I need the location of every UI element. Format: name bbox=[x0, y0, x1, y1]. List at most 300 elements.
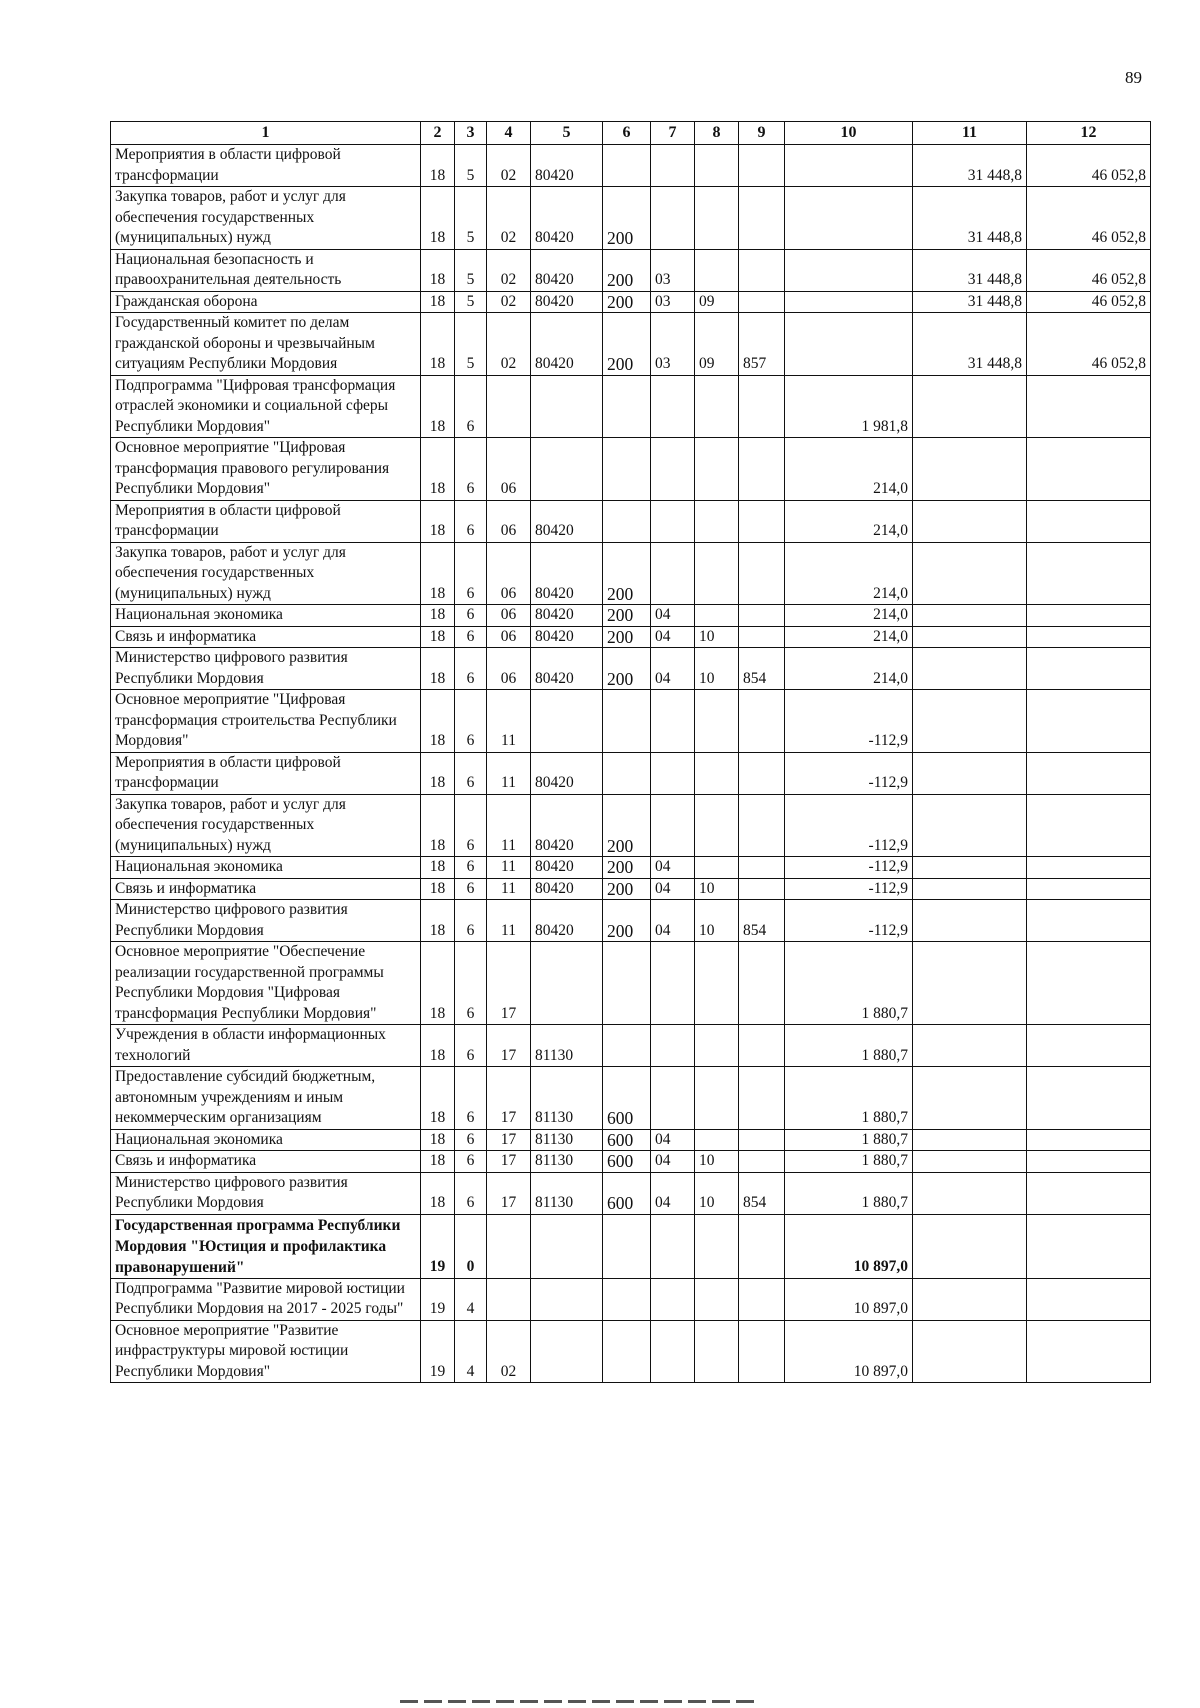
row-cell-c12: 46 052,8 bbox=[1027, 249, 1151, 291]
row-cell-c12: 46 052,8 bbox=[1027, 187, 1151, 250]
row-cell-c7 bbox=[651, 794, 695, 857]
row-cell-c2: 18 bbox=[421, 438, 455, 501]
row-cell-c12 bbox=[1027, 1320, 1151, 1383]
row-cell-c3: 6 bbox=[455, 1067, 487, 1130]
row-cell-c5 bbox=[531, 942, 603, 1025]
table-row bbox=[111, 1129, 1151, 1151]
row-cell-c12 bbox=[1027, 1151, 1151, 1173]
row-cell-c7 bbox=[651, 187, 695, 250]
row-cell-c8 bbox=[695, 690, 739, 753]
row-cell-c9 bbox=[739, 1129, 785, 1151]
table-header-row bbox=[111, 122, 1151, 145]
row-cell-c6: 200 bbox=[603, 542, 651, 605]
table-row bbox=[111, 1320, 1151, 1383]
row-cell-c8: 09 bbox=[695, 313, 739, 376]
row-name-cell: Министерство цифрового развития Республики Мордовия bbox=[111, 900, 421, 942]
row-cell-c2: 18 bbox=[421, 1151, 455, 1173]
row-cell-c2: 18 bbox=[421, 1067, 455, 1130]
row-cell-c5: 80420 bbox=[531, 626, 603, 648]
table-row bbox=[111, 291, 1151, 313]
row-cell-c4: 06 bbox=[487, 500, 531, 542]
row-cell-c7: 04 bbox=[651, 605, 695, 627]
row-cell-c6: 200 bbox=[603, 249, 651, 291]
row-cell-c2: 18 bbox=[421, 752, 455, 794]
row-cell-c11 bbox=[913, 1214, 1027, 1278]
row-cell-c3: 6 bbox=[455, 878, 487, 900]
row-cell-c7: 04 bbox=[651, 857, 695, 879]
column-header: 9 bbox=[739, 122, 785, 145]
row-cell-c4: 17 bbox=[487, 1151, 531, 1173]
row-cell-c10: 214,0 bbox=[785, 542, 913, 605]
row-cell-c10 bbox=[785, 313, 913, 376]
row-cell-c7: 04 bbox=[651, 626, 695, 648]
row-cell-c10 bbox=[785, 249, 913, 291]
row-cell-c4: 06 bbox=[487, 605, 531, 627]
row-name-cell: Связь и информатика bbox=[111, 878, 421, 900]
column-header: 1 bbox=[111, 122, 421, 145]
row-cell-c9: 854 bbox=[739, 648, 785, 690]
row-cell-c3: 6 bbox=[455, 942, 487, 1025]
row-cell-c11 bbox=[913, 500, 1027, 542]
row-cell-c7 bbox=[651, 1278, 695, 1320]
row-cell-c12: 46 052,8 bbox=[1027, 291, 1151, 313]
row-cell-c3: 6 bbox=[455, 648, 487, 690]
row-cell-c5: 80420 bbox=[531, 291, 603, 313]
row-cell-c9 bbox=[739, 878, 785, 900]
row-cell-c3: 6 bbox=[455, 1151, 487, 1173]
row-cell-c10: -112,9 bbox=[785, 794, 913, 857]
row-cell-c6 bbox=[603, 1320, 651, 1383]
row-cell-c8 bbox=[695, 542, 739, 605]
row-cell-c3: 6 bbox=[455, 1025, 487, 1067]
row-name-cell: Связь и информатика bbox=[111, 626, 421, 648]
row-cell-c11 bbox=[913, 794, 1027, 857]
row-cell-c7: 03 bbox=[651, 249, 695, 291]
row-cell-c6: 600 bbox=[603, 1067, 651, 1130]
table-row bbox=[111, 626, 1151, 648]
row-cell-c8 bbox=[695, 1067, 739, 1130]
row-cell-c6 bbox=[603, 438, 651, 501]
row-cell-c12 bbox=[1027, 690, 1151, 753]
row-cell-c3: 4 bbox=[455, 1320, 487, 1383]
table-row bbox=[111, 857, 1151, 879]
row-cell-c5: 80420 bbox=[531, 605, 603, 627]
row-cell-c11 bbox=[913, 1025, 1027, 1067]
row-name-cell: Подпрограмма "Цифровая трансформация отраслей экономики и социальной сферы Республики Мордовия" bbox=[111, 375, 421, 438]
row-cell-c5: 80420 bbox=[531, 878, 603, 900]
row-cell-c8: 10 bbox=[695, 1172, 739, 1214]
row-cell-c8 bbox=[695, 249, 739, 291]
row-cell-c5: 80420 bbox=[531, 500, 603, 542]
row-name-cell: Государственный комитет по делам гражданской обороны и чрезвычайным ситуациям Республики Мордовия bbox=[111, 313, 421, 376]
column-header: 11 bbox=[913, 122, 1027, 145]
row-cell-c9 bbox=[739, 500, 785, 542]
row-cell-c12: 46 052,8 bbox=[1027, 145, 1151, 187]
row-cell-c2: 18 bbox=[421, 542, 455, 605]
row-cell-c5: 81130 bbox=[531, 1025, 603, 1067]
table-row bbox=[111, 187, 1151, 250]
row-cell-c11 bbox=[913, 1129, 1027, 1151]
row-name-cell: Предоставление субсидий бюджетным, автономным учреждениям и иным некоммерческим организациям bbox=[111, 1067, 421, 1130]
row-cell-c4: 17 bbox=[487, 1129, 531, 1151]
row-cell-c3: 6 bbox=[455, 857, 487, 879]
row-cell-c2: 18 bbox=[421, 690, 455, 753]
row-cell-c11 bbox=[913, 1067, 1027, 1130]
row-cell-c11 bbox=[913, 605, 1027, 627]
row-cell-c11 bbox=[913, 626, 1027, 648]
row-cell-c6: 200 bbox=[603, 878, 651, 900]
row-cell-c2: 19 bbox=[421, 1278, 455, 1320]
row-cell-c8 bbox=[695, 1129, 739, 1151]
row-cell-c9 bbox=[739, 1320, 785, 1383]
row-cell-c3: 6 bbox=[455, 438, 487, 501]
column-header: 10 bbox=[785, 122, 913, 145]
scan-footer-mark bbox=[400, 1700, 760, 1703]
row-cell-c11: 31 448,8 bbox=[913, 187, 1027, 250]
row-cell-c12 bbox=[1027, 375, 1151, 438]
row-cell-c7: 04 bbox=[651, 1129, 695, 1151]
row-cell-c5 bbox=[531, 690, 603, 753]
row-cell-c2: 19 bbox=[421, 1320, 455, 1383]
row-cell-c7: 04 bbox=[651, 1172, 695, 1214]
row-cell-c11: 31 448,8 bbox=[913, 145, 1027, 187]
row-name-cell: Основное мероприятие "Обеспечение реализации государственной программы Республики Мордовия "Цифровая трансформация Республики Мордовия" bbox=[111, 942, 421, 1025]
row-cell-c4: 17 bbox=[487, 1172, 531, 1214]
row-cell-c5: 80420 bbox=[531, 542, 603, 605]
row-cell-c2: 18 bbox=[421, 900, 455, 942]
row-cell-c11 bbox=[913, 1320, 1027, 1383]
table-row bbox=[111, 878, 1151, 900]
row-cell-c6: 200 bbox=[603, 605, 651, 627]
row-cell-c2: 18 bbox=[421, 1025, 455, 1067]
row-cell-c3: 6 bbox=[455, 500, 487, 542]
row-cell-c5: 80420 bbox=[531, 794, 603, 857]
row-cell-c11 bbox=[913, 942, 1027, 1025]
row-cell-c9 bbox=[739, 690, 785, 753]
row-cell-c6 bbox=[603, 1214, 651, 1278]
row-cell-c8: 10 bbox=[695, 1151, 739, 1173]
row-cell-c4: 17 bbox=[487, 942, 531, 1025]
row-cell-c10: 1 880,7 bbox=[785, 1151, 913, 1173]
row-cell-c3: 0 bbox=[455, 1214, 487, 1278]
row-cell-c10: -112,9 bbox=[785, 900, 913, 942]
row-cell-c7: 04 bbox=[651, 878, 695, 900]
row-cell-c3: 5 bbox=[455, 187, 487, 250]
column-header: 4 bbox=[487, 122, 531, 145]
row-cell-c8: 09 bbox=[695, 291, 739, 313]
row-cell-c12 bbox=[1027, 500, 1151, 542]
row-cell-c2: 18 bbox=[421, 291, 455, 313]
row-cell-c2: 19 bbox=[421, 1214, 455, 1278]
row-cell-c10: -112,9 bbox=[785, 857, 913, 879]
row-cell-c9 bbox=[739, 857, 785, 879]
table-row bbox=[111, 542, 1151, 605]
row-cell-c4: 02 bbox=[487, 1320, 531, 1383]
row-cell-c6 bbox=[603, 752, 651, 794]
row-cell-c5: 80420 bbox=[531, 249, 603, 291]
row-name-cell: Министерство цифрового развития Республики Мордовия bbox=[111, 648, 421, 690]
row-cell-c9: 854 bbox=[739, 1172, 785, 1214]
row-cell-c8 bbox=[695, 145, 739, 187]
row-cell-c12 bbox=[1027, 857, 1151, 879]
row-cell-c9: 857 bbox=[739, 313, 785, 376]
row-cell-c12 bbox=[1027, 1129, 1151, 1151]
row-cell-c12 bbox=[1027, 878, 1151, 900]
row-cell-c3: 6 bbox=[455, 690, 487, 753]
column-header: 5 bbox=[531, 122, 603, 145]
row-cell-c8: 10 bbox=[695, 648, 739, 690]
row-cell-c11 bbox=[913, 878, 1027, 900]
row-cell-c9 bbox=[739, 1278, 785, 1320]
table-row bbox=[111, 900, 1151, 942]
row-cell-c4: 02 bbox=[487, 145, 531, 187]
table-row bbox=[111, 145, 1151, 187]
row-cell-c12 bbox=[1027, 1172, 1151, 1214]
row-name-cell: Подпрограмма "Развитие мировой юстиции Республики Мордовия на 2017 - 2025 годы" bbox=[111, 1278, 421, 1320]
row-cell-c3: 6 bbox=[455, 1172, 487, 1214]
row-cell-c8: 10 bbox=[695, 900, 739, 942]
table-row bbox=[111, 1151, 1151, 1173]
row-cell-c9 bbox=[739, 291, 785, 313]
row-cell-c6: 200 bbox=[603, 313, 651, 376]
row-cell-c8 bbox=[695, 1214, 739, 1278]
row-cell-c10: 214,0 bbox=[785, 500, 913, 542]
row-cell-c4 bbox=[487, 1214, 531, 1278]
row-cell-c6 bbox=[603, 942, 651, 1025]
row-cell-c3: 6 bbox=[455, 752, 487, 794]
row-cell-c9 bbox=[739, 249, 785, 291]
row-cell-c8: 10 bbox=[695, 878, 739, 900]
row-cell-c6 bbox=[603, 1025, 651, 1067]
row-name-cell: Основное мероприятие "Цифровая трансформация строительства Республики Мордовия" bbox=[111, 690, 421, 753]
row-cell-c11 bbox=[913, 1278, 1027, 1320]
row-cell-c2: 18 bbox=[421, 1172, 455, 1214]
row-cell-c5: 81130 bbox=[531, 1129, 603, 1151]
row-cell-c7 bbox=[651, 438, 695, 501]
row-name-cell: Мероприятия в области цифровой трансформации bbox=[111, 145, 421, 187]
row-cell-c8 bbox=[695, 375, 739, 438]
row-cell-c9 bbox=[739, 752, 785, 794]
row-cell-c8 bbox=[695, 1278, 739, 1320]
row-cell-c7: 03 bbox=[651, 313, 695, 376]
row-cell-c11 bbox=[913, 752, 1027, 794]
row-cell-c3: 5 bbox=[455, 313, 487, 376]
row-cell-c8 bbox=[695, 857, 739, 879]
row-cell-c4: 11 bbox=[487, 900, 531, 942]
row-cell-c10: -112,9 bbox=[785, 878, 913, 900]
row-cell-c10 bbox=[785, 145, 913, 187]
row-cell-c8 bbox=[695, 605, 739, 627]
row-cell-c5 bbox=[531, 1278, 603, 1320]
row-cell-c3: 6 bbox=[455, 605, 487, 627]
row-cell-c10: 214,0 bbox=[785, 605, 913, 627]
column-header: 8 bbox=[695, 122, 739, 145]
row-cell-c9 bbox=[739, 542, 785, 605]
row-cell-c5: 80420 bbox=[531, 900, 603, 942]
row-cell-c9 bbox=[739, 1067, 785, 1130]
row-cell-c9 bbox=[739, 1025, 785, 1067]
row-cell-c7 bbox=[651, 1067, 695, 1130]
row-cell-c3: 6 bbox=[455, 1129, 487, 1151]
row-cell-c6: 200 bbox=[603, 626, 651, 648]
row-cell-c7: 04 bbox=[651, 648, 695, 690]
row-cell-c7: 03 bbox=[651, 291, 695, 313]
row-cell-c11 bbox=[913, 900, 1027, 942]
row-cell-c11 bbox=[913, 648, 1027, 690]
row-cell-c3: 6 bbox=[455, 375, 487, 438]
row-cell-c2: 18 bbox=[421, 187, 455, 250]
row-cell-c10: 10 897,0 bbox=[785, 1320, 913, 1383]
row-name-cell: Национальная экономика bbox=[111, 1129, 421, 1151]
row-cell-c11 bbox=[913, 690, 1027, 753]
row-cell-c2: 18 bbox=[421, 145, 455, 187]
row-name-cell: Государственная программа Республики Мордовия "Юстиция и профилактика правонарушений" bbox=[111, 1214, 421, 1278]
row-cell-c9 bbox=[739, 187, 785, 250]
table-body bbox=[111, 145, 1151, 1383]
table-row bbox=[111, 438, 1151, 501]
row-cell-c8 bbox=[695, 794, 739, 857]
row-cell-c12 bbox=[1027, 1025, 1151, 1067]
row-cell-c10: 10 897,0 bbox=[785, 1278, 913, 1320]
row-cell-c8 bbox=[695, 438, 739, 501]
row-cell-c7 bbox=[651, 1025, 695, 1067]
row-cell-c4: 02 bbox=[487, 291, 531, 313]
row-cell-c6: 200 bbox=[603, 794, 651, 857]
row-cell-c10: -112,9 bbox=[785, 690, 913, 753]
row-cell-c2: 18 bbox=[421, 1129, 455, 1151]
row-cell-c11 bbox=[913, 1151, 1027, 1173]
row-cell-c10: 10 897,0 bbox=[785, 1214, 913, 1278]
table-row bbox=[111, 313, 1151, 376]
row-cell-c11: 31 448,8 bbox=[913, 291, 1027, 313]
table-row bbox=[111, 752, 1151, 794]
table-row bbox=[111, 1172, 1151, 1214]
page-number: 89 bbox=[1125, 68, 1142, 87]
row-cell-c10: 1 880,7 bbox=[785, 1025, 913, 1067]
column-header: 6 bbox=[603, 122, 651, 145]
row-cell-c6: 600 bbox=[603, 1129, 651, 1151]
row-cell-c10: 1 880,7 bbox=[785, 1129, 913, 1151]
row-cell-c5: 80420 bbox=[531, 313, 603, 376]
row-cell-c12 bbox=[1027, 752, 1151, 794]
column-header: 12 bbox=[1027, 122, 1151, 145]
row-cell-c9: 854 bbox=[739, 900, 785, 942]
row-name-cell: Национальная экономика bbox=[111, 605, 421, 627]
row-cell-c2: 18 bbox=[421, 857, 455, 879]
row-cell-c11: 31 448,8 bbox=[913, 249, 1027, 291]
row-cell-c4: 06 bbox=[487, 626, 531, 648]
row-name-cell: Национальная экономика bbox=[111, 857, 421, 879]
row-cell-c5 bbox=[531, 438, 603, 501]
column-header: 7 bbox=[651, 122, 695, 145]
row-cell-c3: 6 bbox=[455, 794, 487, 857]
row-cell-c3: 4 bbox=[455, 1278, 487, 1320]
row-cell-c9 bbox=[739, 1214, 785, 1278]
row-cell-c8 bbox=[695, 752, 739, 794]
row-cell-c10 bbox=[785, 187, 913, 250]
row-cell-c9 bbox=[739, 375, 785, 438]
row-cell-c2: 18 bbox=[421, 878, 455, 900]
row-cell-c4 bbox=[487, 1278, 531, 1320]
row-cell-c4: 17 bbox=[487, 1067, 531, 1130]
row-cell-c5: 80420 bbox=[531, 145, 603, 187]
row-cell-c3: 5 bbox=[455, 249, 487, 291]
row-name-cell: Национальная безопасность и правоохранительная деятельность bbox=[111, 249, 421, 291]
row-name-cell: Мероприятия в области цифровой трансформации bbox=[111, 500, 421, 542]
row-cell-c2: 18 bbox=[421, 794, 455, 857]
row-cell-c4: 02 bbox=[487, 187, 531, 250]
row-name-cell: Учреждения в области информационных технологий bbox=[111, 1025, 421, 1067]
table-row bbox=[111, 249, 1151, 291]
row-cell-c10 bbox=[785, 291, 913, 313]
row-cell-c2: 18 bbox=[421, 942, 455, 1025]
row-cell-c7 bbox=[651, 145, 695, 187]
row-cell-c12: 46 052,8 bbox=[1027, 313, 1151, 376]
row-cell-c12 bbox=[1027, 900, 1151, 942]
row-cell-c7 bbox=[651, 690, 695, 753]
row-cell-c4: 11 bbox=[487, 878, 531, 900]
row-cell-c10: 214,0 bbox=[785, 626, 913, 648]
row-cell-c9 bbox=[739, 605, 785, 627]
row-cell-c5 bbox=[531, 1320, 603, 1383]
row-cell-c2: 18 bbox=[421, 249, 455, 291]
row-cell-c5 bbox=[531, 375, 603, 438]
row-cell-c4: 11 bbox=[487, 690, 531, 753]
row-cell-c9 bbox=[739, 794, 785, 857]
row-cell-c5: 81130 bbox=[531, 1067, 603, 1130]
row-cell-c4: 02 bbox=[487, 313, 531, 376]
row-cell-c5: 80420 bbox=[531, 187, 603, 250]
row-cell-c10: 1 880,7 bbox=[785, 1172, 913, 1214]
row-cell-c6: 600 bbox=[603, 1151, 651, 1173]
row-cell-c8: 10 bbox=[695, 626, 739, 648]
row-cell-c8 bbox=[695, 500, 739, 542]
row-cell-c6: 200 bbox=[603, 187, 651, 250]
row-cell-c4: 06 bbox=[487, 542, 531, 605]
row-cell-c7: 04 bbox=[651, 900, 695, 942]
row-cell-c2: 18 bbox=[421, 605, 455, 627]
row-cell-c12 bbox=[1027, 794, 1151, 857]
row-cell-c5: 81130 bbox=[531, 1151, 603, 1173]
row-cell-c9 bbox=[739, 626, 785, 648]
row-cell-c11: 31 448,8 bbox=[913, 313, 1027, 376]
row-cell-c4: 02 bbox=[487, 249, 531, 291]
row-cell-c10: 1 880,7 bbox=[785, 942, 913, 1025]
row-cell-c12 bbox=[1027, 1067, 1151, 1130]
row-cell-c10: 214,0 bbox=[785, 648, 913, 690]
row-cell-c4: 11 bbox=[487, 857, 531, 879]
table-row bbox=[111, 605, 1151, 627]
table-row bbox=[111, 794, 1151, 857]
row-cell-c6: 200 bbox=[603, 648, 651, 690]
row-cell-c12 bbox=[1027, 942, 1151, 1025]
row-name-cell: Основное мероприятие "Цифровая трансформация правового регулирования Республики Мордовия" bbox=[111, 438, 421, 501]
table-row bbox=[111, 1025, 1151, 1067]
row-cell-c11 bbox=[913, 375, 1027, 438]
table-row bbox=[111, 375, 1151, 438]
row-cell-c6 bbox=[603, 375, 651, 438]
row-cell-c12 bbox=[1027, 605, 1151, 627]
row-name-cell: Связь и информатика bbox=[111, 1151, 421, 1173]
table-row bbox=[111, 500, 1151, 542]
table-row bbox=[111, 1214, 1151, 1278]
row-cell-c11 bbox=[913, 1172, 1027, 1214]
table-row bbox=[111, 942, 1151, 1025]
row-cell-c7 bbox=[651, 542, 695, 605]
row-cell-c3: 6 bbox=[455, 900, 487, 942]
row-name-cell: Министерство цифрового развития Республики Мордовия bbox=[111, 1172, 421, 1214]
row-cell-c5: 81130 bbox=[531, 1172, 603, 1214]
